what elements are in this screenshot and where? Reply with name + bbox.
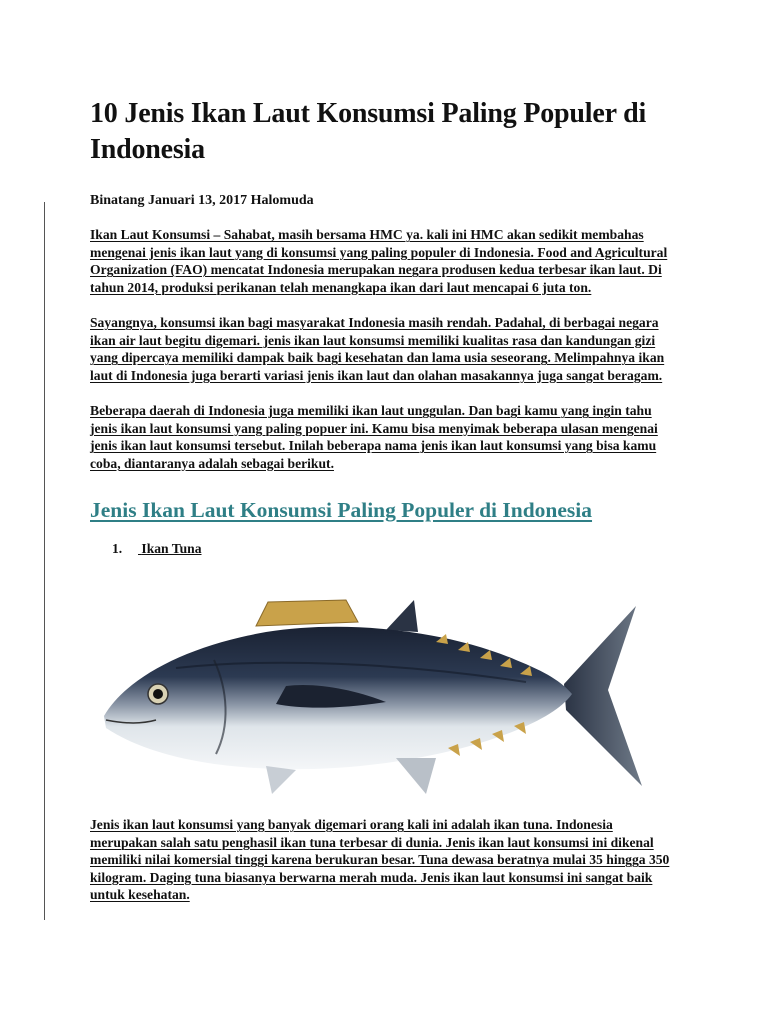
article-meta: Binatang Januari 13, 2017 Halomuda [90, 193, 314, 208]
paragraph-tuna[interactable]: Jenis ikan laut konsumsi yang banyak digemari orang kali ini adalah ikan tuna. Indonesia merupakan salah satu penghasil ikan tuna terbesar di dunia. Jenis ikan laut konsumsi ini dikenal memiliki nilai komersial tinggi karena berukuran besar. Tuna dewasa beratnya mulai 35 hingga 350 kilogram. Daging tuna biasanya berwarna merah muda. Jenis ikan laut konsumsi ini sangat baik untuk kesehatan. [90, 817, 670, 902]
paragraph-consumption[interactable]: Sayangnya, konsumsi ikan bagi masyarakat Indonesia masih rendah. Padahal, di berbagai negara ikan air laut begitu digemari. jenis ikan laut konsumsi memiliki kualitas rasa dan kandungan gizi yang dipercaya memiliki dampak baik bagi kesehatan dan lama usia seseorang. Melimpahnya ikan laut di Indonesia juga berarti variasi jenis ikan laut dan olahan masakannya juga sangat beragam. [90, 315, 665, 383]
margin-line [44, 202, 45, 920]
paragraph-regions[interactable]: Beberapa daerah di Indonesia juga memiliki ikan laut unggulan. Dan bagi kamu yang ingin tahu jenis ikan laut konsumsi yang paling popuer ini. Kamu bisa menyimak beberapa ulasan mengenai jenis ikan laut konsumsi tersebut. Inilah beberapa nama jenis ikan laut konsumsi yang bisa kamu coba, diantaranya adalah sebagai berikut. [90, 403, 658, 471]
paragraph-intro[interactable]: Ikan Laut Konsumsi – Sahabat, masih bersama HMC ya. kali ini HMC akan sedikit membahas mengenai jenis ikan laut yang di konsumsi yang paling populer di Indonesia. Food and Agricultural Organization (FAO) mencatat Indonesia merupakan negara produsen kedua terbesar ikan laut. Di tahun 2014, produksi perikanan telah menangkapa ikan dari laut mencapai 6 juta ton. [90, 227, 668, 295]
tuna-fish-illustration [96, 598, 656, 798]
tuna-image [96, 598, 656, 798]
page-title: 10 Jenis Ikan Laut Konsumsi Paling Populer di Indonesia [90, 98, 647, 165]
list-item-label: Ikan Tuna [141, 541, 202, 556]
list-item-ikan-tuna[interactable] [112, 540, 680, 558]
document-page [90, 96, 680, 558]
section-heading-link[interactable]: Jenis Ikan Laut Konsumsi Paling Populer di Indonesia [90, 498, 593, 522]
list-number: 1. [112, 541, 123, 556]
